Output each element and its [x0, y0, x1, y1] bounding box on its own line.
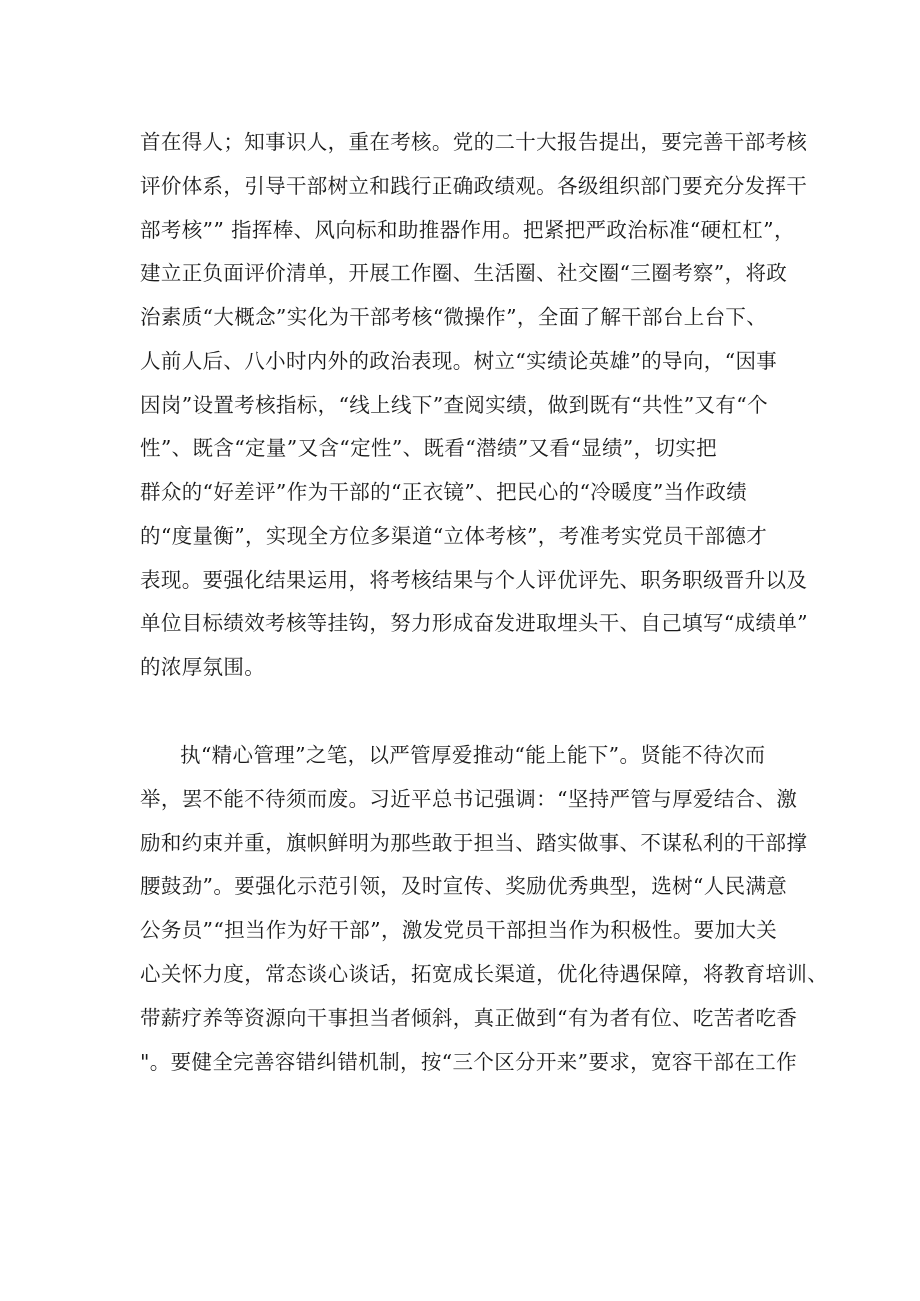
- text-line: "。要健全完善容错纠错机制，按“三个区分开来”要求，宽容干部在工作: [140, 1050, 797, 1074]
- text-line: 单位目标绩效考核等挂钩，努力形成奋发进取埋头干、自己填写“成绩单”: [140, 611, 809, 635]
- text-line: 治素质“大概念”实化为干部考核“微操作”，全面了解干部台上台下、: [140, 305, 768, 329]
- text-line: 腰鼓劲”。要强化示范引领，及时宣传、奖励优秀典型，选树“人民满意: [140, 874, 788, 898]
- text-line: 举，罢不能不待须而废。习近平总书记强调：“坚持严管与厚爱结合、激: [140, 787, 798, 811]
- text-line: 建立正负面评价清单，开展工作圈、生活圈、社交圈“三圈考察”，将政: [140, 261, 788, 285]
- text-line: 部考核”” 指挥棒、风向标和助推器作用。把紧把严政治标准“硬杠杠”，: [140, 218, 795, 242]
- text-line: 性”、既含“定量”又含“定性”、既看“潜绩”又看“显绩”，切实把: [140, 436, 718, 460]
- text-line: 群众的“好差评”作为干部的“正衣镜”、把民心的“冷暖度”当作政绩: [140, 480, 748, 504]
- text-line: 首在得人；知事识人，重在考核。党的二十大报告提出，要完善干部考核: [140, 130, 808, 154]
- text-line: 因岗”设置考核指标，“线上线下”查阅实绩，做到既有“共性”又有“个: [140, 393, 768, 417]
- text-line: 执“精心管理”之笔，以严管厚爱推动“能上能下”。贤能不待次而: [180, 743, 766, 767]
- text-line: 心关怀力度，常态谈心谈话，拓宽成长渠道，优化待遇保障，将教育培训、: [140, 962, 829, 986]
- text-line: 的“度量衡”，实现全方位多渠道“立体考核”，考准考实党员干部德才: [140, 524, 768, 548]
- text-line: 公务员”“担当作为好干部”，激发党员干部担当作为积极性。要加大关: [140, 918, 778, 942]
- text-line: 的浓厚氛围。: [140, 655, 266, 679]
- text-line: 评价体系，引导干部树立和践行正确政绩观。各级组织部门要充分发挥干: [140, 174, 808, 198]
- text-line: 带薪疗养等资源向干事担当者倾斜，真正做到“有为者有位、吃苦者吃香: [140, 1006, 798, 1030]
- text-line: 励和约束并重，旗帜鲜明为那些敢于担当、踏实做事、不谋私利的干部撑: [140, 831, 808, 855]
- text-line: 人前人后、八小时内外的政治表现。树立“实绩论英雄”的导向，“因事: [140, 349, 778, 373]
- text-line: 表现。要强化结果运用，将考核结果与个人评优评先、职务职级晋升以及: [140, 568, 808, 592]
